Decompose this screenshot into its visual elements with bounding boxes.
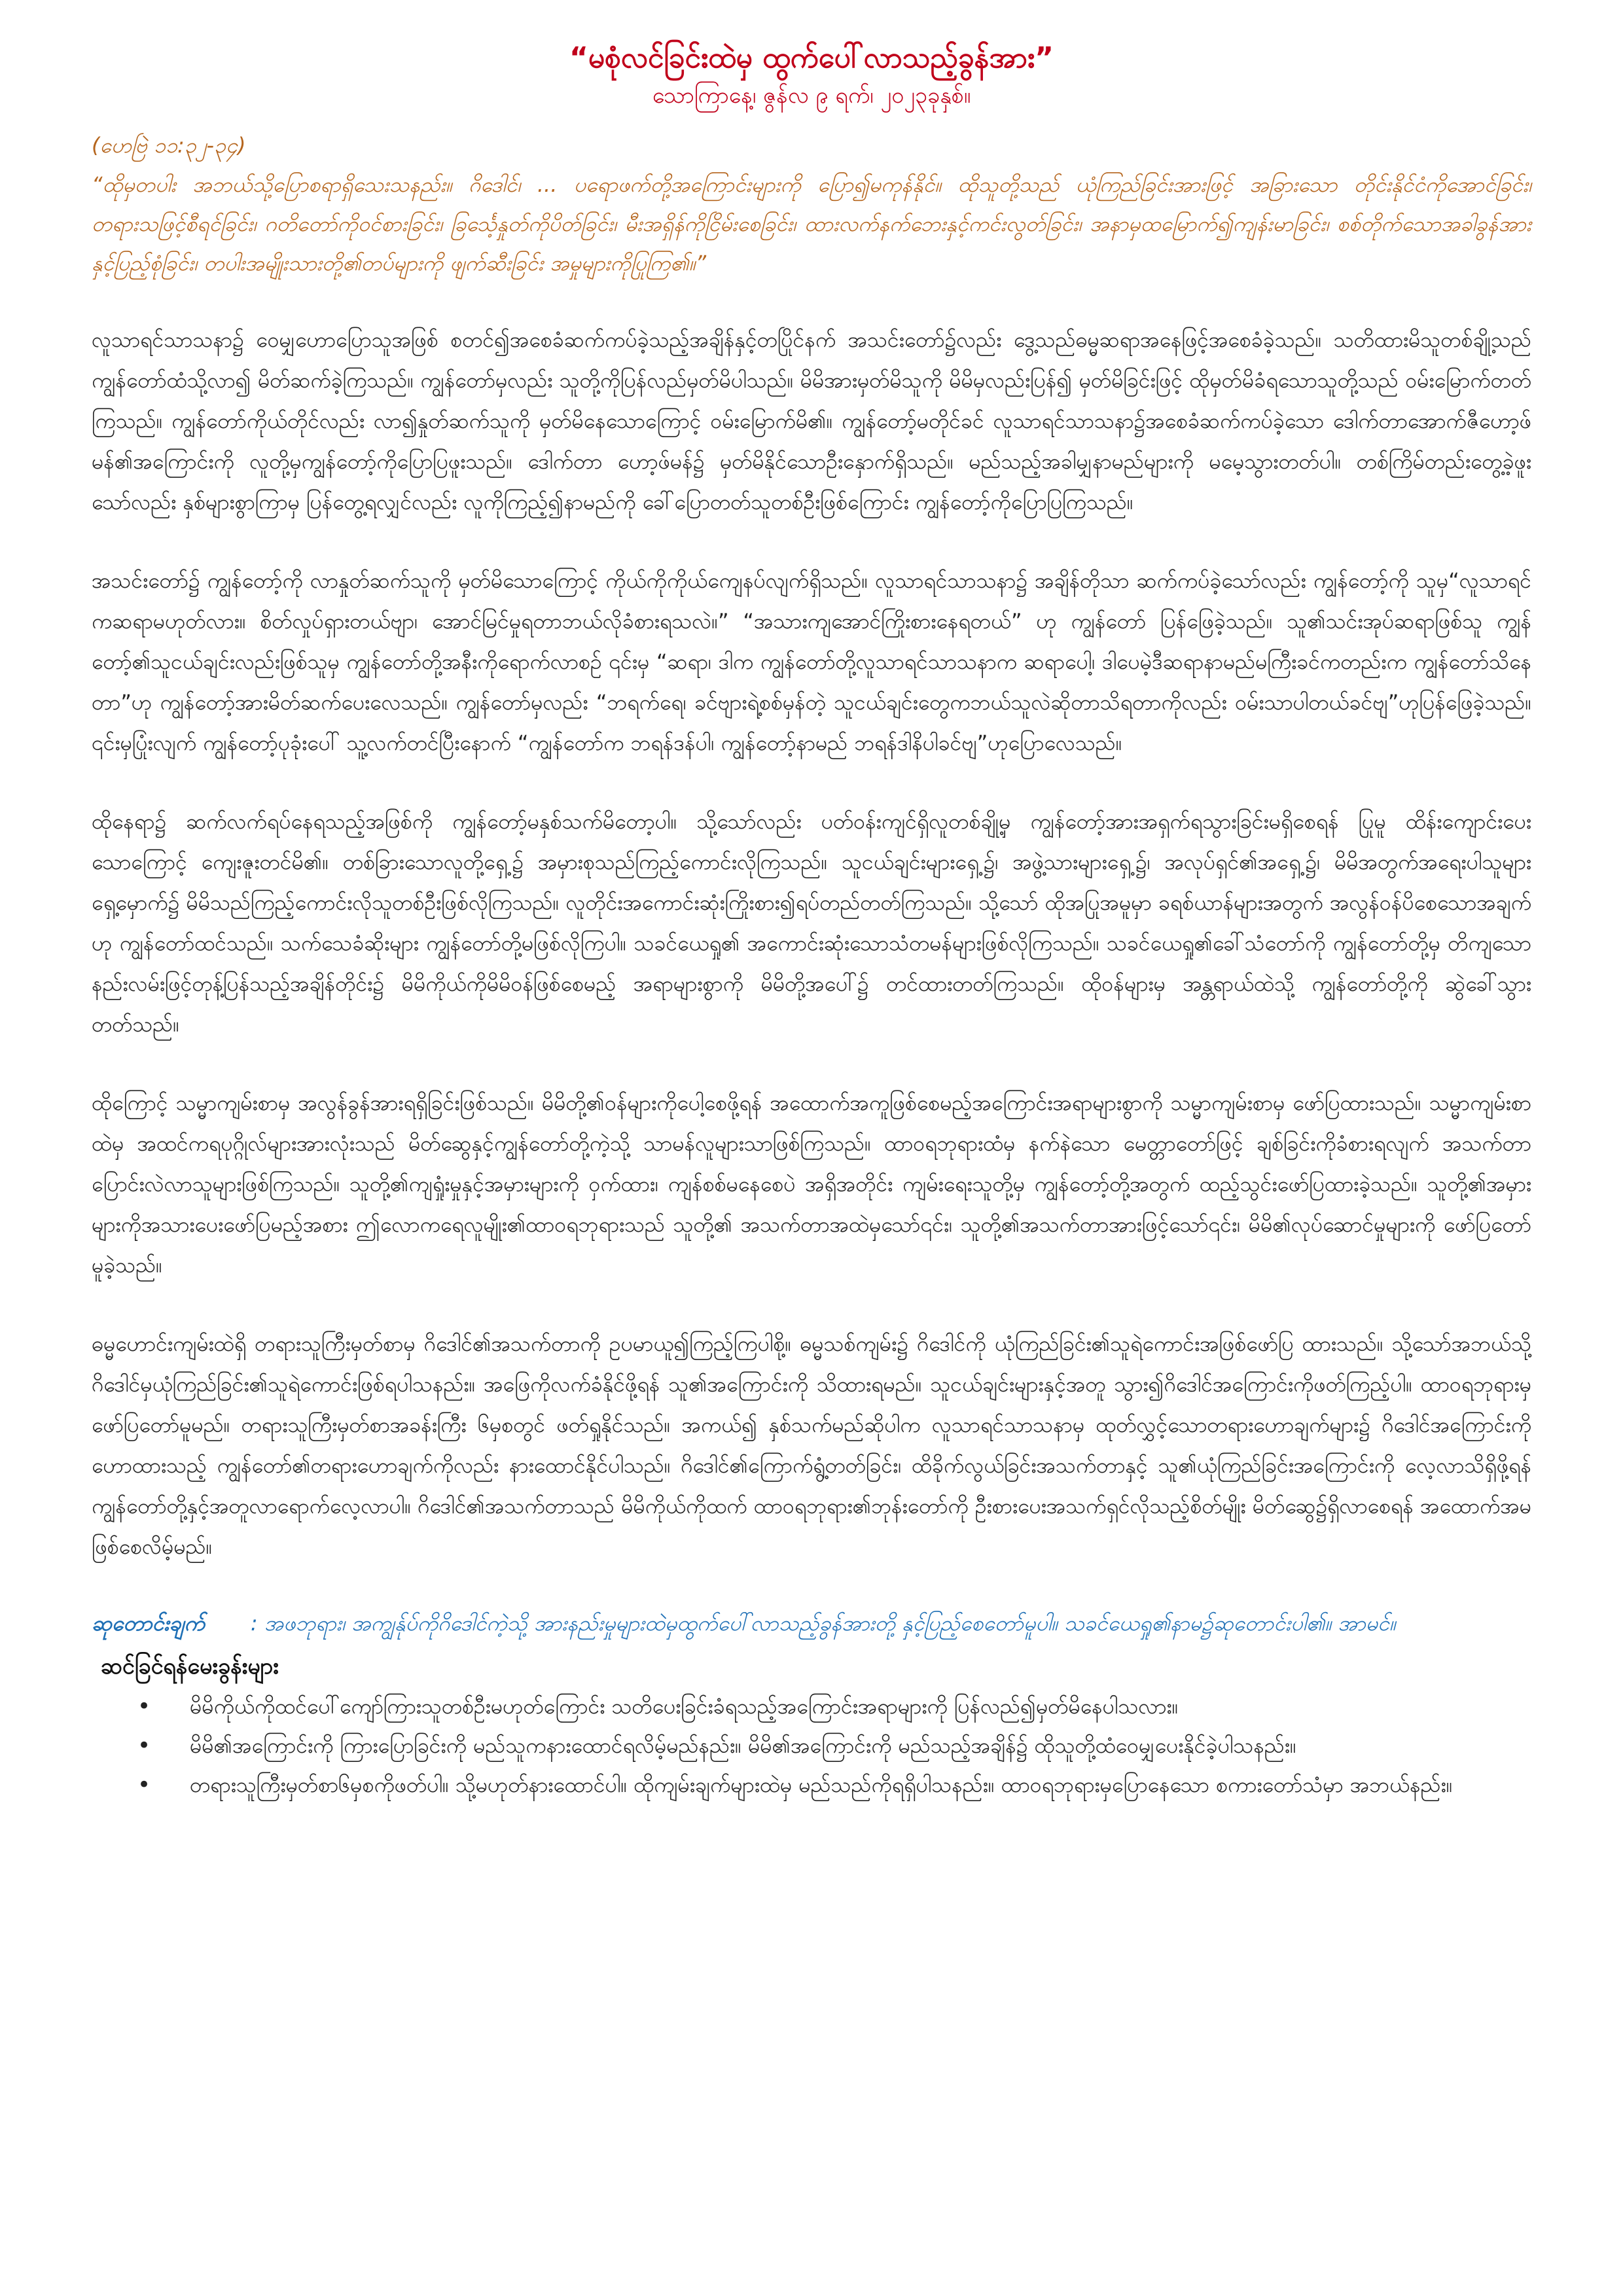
question-item: • မိမိ၏အကြောင်းကို ကြားပြောခြင်းကို မည်သူကနားထောင်ရလိမ့်မည်နည်း။ မိမိ၏အကြောင်းကို မည်သည့်အချိန်၌ ထိုသူတို့ထံဝေမျှပေးနိုင်ခဲ့ပါသနည်း။	[190, 1728, 1531, 1763]
prayer-text: : အဖဘုရား၊ အကျွန်ုပ်ကိုဂိဒေါင်ကဲ့သို့ အားနည်းမှုများထဲမှထွက်ပေါ်လာသည့်ခွန်အားတို့ နှင့်ပြည့်စေတော်မူပါ။ သခင်ယေရှု၏နာမ၌ဆုတောင်းပါ၏။ အာမင်။	[250, 1611, 1396, 1636]
prayer-label: ဆုတောင်းချက်	[92, 1611, 205, 1636]
questions-list	[92, 1689, 1531, 1803]
body-paragraph-5: ဓမ္မဟောင်းကျမ်းထဲရှိ တရားသူကြီးမှတ်စာမှ ဂိဒေါင်၏အသက်တာကို ဥပမာယူ၍ကြည့်ကြပါစို့။ ဓမ္မသစ်ကျမ်း၌ ဂိဒေါင်ကို ယုံကြည်ခြင်း၏သူရဲကောင်းအဖြစ်ဖော်ပြ ထားသည်။ သို့သော်အဘယ်သို့ ဂိဒေါင်မှယုံကြည်ခြင်း၏သူရဲကောင်းဖြစ်ရပါသနည်း။ အဖြေကိုလက်ခံနိုင်ဖို့ရန် သူ၏အကြောင်းကို သိထားရမည်။ သူငယ်ချင်းများနှင့်အတူ သွား၍ဂိဒေါင်အကြောင်းကိုဖတ်ကြည့်ပါ။ ထာဝရဘုရားမှဖော်ပြတော်မူမည်။ တရားသူကြီးမှတ်စာအခန်းကြီး ၆မှစတွင် ဖတ်ရှုနိုင်သည်။ အကယ်၍ နှစ်သက်မည်ဆိုပါက လူသာရင်သာသနာမှ ထုတ်လွှင့်သောတရားဟောချက်များ၌ ဂိဒေါင်အကြောင်းကိုဟောထားသည့် ကျွန်တော်၏တရားဟောချက်ကိုလည်း နားထောင်နိုင်ပါသည်။ ဂိဒေါင်၏ကြောက်ရွံ့တတ်ခြင်း၊ ထိခိုက်လွယ်ခြင်းအသက်တာနှင့် သူ၏ယုံကြည်ခြင်းအကြောင်းကို လေ့လာသိရှိဖို့ရန် ကျွန်တော်တို့နှင့်အတူလာရောက်လေ့လာပါ။ ဂိဒေါင်၏အသက်တာသည် မိမိကိုယ်ကိုထက် ထာဝရဘုရား၏ဘုန်းတော်ကို ဦးစားပေးအသက်ရှင်လိုသည့်စိတ်မျိုး မိတ်ဆွေ၌ရှိလာစေရန် အထောက်အမဖြစ်စေလိမ့်မည်။	[92, 1331, 1531, 1559]
question-item: • တရားသူကြီးမှတ်စာ၆မှစကိုဖတ်ပါ။ သို့မဟုတ်နားထောင်ပါ။ ထိုကျမ်းချက်များထဲမှ မည်သည်ကိုရရှိပါသနည်း။ ထာဝရဘုရားမှပြောနေသော စကားတော်သံမှာ အဘယ်နည်း။	[190, 1767, 1531, 1803]
questions-heading: ဆင်ခြင်ရန်မေးခွန်းများ	[101, 1653, 279, 1679]
verse-reference: (ဟေဗြဲ ၁၁:၃၂-၃၄)	[92, 133, 246, 158]
question-item: • မိမိကိုယ်ကိုထင်ပေါ်ကျော်ကြားသူတစ်ဦးမဟုတ်ကြောင်း သတိပေးခြင်းခံရသည့်အကြောင်းအရာများကို ပြန်လည်၍မှတ်မိနေပါသလား။	[190, 1689, 1531, 1724]
body-paragraph-2: အသင်းတော်၌ ကျွန်တော့်ကို လာနှုတ်ဆက်သူကို မှတ်မိသောကြောင့် ကိုယ်ကိုကိုယ်ကျေနပ်လျက်ရှိသည်။ လူသာရင်သာသနာ၌ အချိန်တိုသာ ဆက်ကပ်ခဲ့သော်လည်း ကျွန်တော့်ကို သူမှ“လူသာရင်ကဆရာမဟုတ်လား။ စိတ်လှုပ်ရှားတယ်ဗျာ၊ အောင်မြင်မှုရတာဘယ်လိုခံစားရသလဲ။” “အသားကျအောင်ကြိုးစားနေရတယ်” ဟု ကျွန်တော် ပြန်ဖြေခဲ့သည်။ သူ၏သင်းအုပ်ဆရာဖြစ်သူ ကျွန်တော့်၏သူငယ်ချင်းလည်းဖြစ်သူမှ ကျွန်တော်တို့အနီးကိုရောက်လာစဉ် ၎င်းမှ “ဆရာ၊ ဒါက ကျွန်တော်တို့လူသာရင်သာသနာက ဆရာပေါ့၊ ဒါပေမဲ့ဒီဆရာနာမည်မကြီးခင်ကတည်းက ကျွန်တော်သိနေတာ”ဟု ကျွန်တော့်အားမိတ်ဆက်ပေးလေသည်။ ကျွန်တော်မှလည်း “ဘရက်ရေ၊ ခင်ဗျားရဲ့စစ်မှန်တဲ့ သူငယ်ချင်းတွေကဘယ်သူလဲဆိုတာသိရတာကိုလည်း ဝမ်းသာပါတယ်ခင်ဗျ”ဟုပြန်ဖြေခဲ့သည်။ ၎င်းမှပြုံးလျက် ကျွန်တော့်ပုခုံးပေါ် သူ့လက်တင်ပြီးနောက် “ကျွန်တော်က ဘရန်ဒန်ပါ၊ ကျွန်တော့်နာမည် ဘရန်ဒါနိပါခင်ဗျ”ဟုပြောလေသည်။	[92, 568, 1531, 755]
body-paragraph-4: ထိုကြောင့် သမ္မာကျမ်းစာမှ အလွန်ခွန်အားရရှိခြင်းဖြစ်သည်။ မိမိတို့၏ဝန်များကိုပေါ့စေဖို့ရန် အထောက်အကူဖြစ်စေမည့်အကြောင်းအရာများစွာကို သမ္မာကျမ်းစာမှ ဖော်ပြထားသည်။ သမ္မာကျမ်းစာထဲမှ အထင်ကရပုဂ္ဂိုလ်များအားလုံးသည် မိတ်ဆွေနှင့်ကျွန်တော်တို့ကဲ့သို့ သာမန်လူများသာဖြစ်ကြသည်။ ထာဝရဘုရားထံမှ နက်နဲသော မေတ္တာတော်ဖြင့် ချစ်ခြင်းကိုခံစားရလျက် အသက်တာပြောင်းလဲလာသူများဖြစ်ကြသည်။ သူတို့၏ကျရှုံးမှုနှင့်အမှားများကို ဝှက်ထား၊ ကျန်စစ်မနေစေပဲ အရှိအတိုင်း ကျမ်းရေးသူတို့မှ ကျွန်တော့်တို့အတွက် ထည့်သွင်းဖော်ပြထားခဲ့သည်။ သူတို့၏အမှားများကိုအသားပေးဖော်ပြမည့်အစား ဤလောကရေလူမျိုး၏ထာဝရဘုရားသည် သူတို့၏ အသက်တာအထဲမှသော်၎င်း၊ သူတို့၏အသက်တာအားဖြင့်သော်၎င်း၊ မိမိ၏လုပ်ဆောင်မှုများကို ဖော်ပြတော်မူခဲ့သည်။	[92, 1090, 1531, 1278]
body-paragraph-3: ထိုနေရာ၌ ဆက်လက်ရပ်နေရသည့်အဖြစ်ကို ကျွန်တော့်မနှစ်သက်မိတော့ပါ။ သို့သော်လည်း ပတ်ဝန်းကျင်ရှိလူတစ်ချို့မှ ကျွန်တော့်အားအရှက်ရသွားခြင်းမရှိစေရန် ပြုမူ ထိန်းကျောင်းပေးသောကြောင့် ကျေးဇူးတင်မိ၏။ တစ်ခြားသောလူတို့ရှေ့၌ အမှားစုသည်ကြည့်ကောင်းလိုကြသည်။ သူငယ်ချင်းများရှေ့၌၊ အဖွဲ့သားများရှေ့၌၊ အလုပ်ရှင်၏အရှေ့၌၊ မိမိအတွက်အရေးပါသူများရှေ့မှောက်၌ မိမိသည်ကြည့်ကောင်းလိုသူတစ်ဦးဖြစ်လိုကြသည်။ လူတိုင်းအကောင်းဆုံးကြိုးစား၍ရပ်တည်တတ်ကြသည်။ သို့သော် ထိုအပြုအမူမှာ ခရစ်ယာန်များအတွက် အလွန်ဝန်ပိစေသောအချက်ဟု ကျွန်တော်ထင်သည်။ သက်သေခံဆိုးများ ကျွန်တော်တို့မဖြစ်လိုကြပါ။ သခင်ယေရှု၏ အကောင်းဆုံးသောသံတမန်များဖြစ်လိုကြသည်။ သခင်ယေရှု၏ခေါ်သံတော်ကို ကျွန်တော်တို့မှ တိကျသောနည်းလမ်းဖြင့်တုန့်ပြန်သည့်အချိန်တိုင်း၌ မိမိကိုယ်ကိုမိမိဝန်ဖြစ်စေမည့် အရာများစွာကို မိမိတို့အပေါ်၌ တင်ထားတတ်ကြသည်။ ထိုဝန်များမှ အန္တရာယ်ထဲသို့ ကျွန်တော်တို့ကို ဆွဲခေါ်သွားတတ်သည်။	[92, 809, 1531, 1037]
body-paragraph-1: လူသာရင်သာသနာ၌ ဝေမျှဟောပြောသူအဖြစ် စတင်၍အစေခံဆက်ကပ်ခဲ့သည့်အချိန်နှင့်တပြိုင်နက် အသင်းတော်၌လည်း ဒွေ့သည်ဓမ္မဆရာအနေဖြင့်အစေခံခဲ့သည်။ သတိထားမိသူတစ်ချို့သည် ကျွန်တော်ထံသို့လာ၍ မိတ်ဆက်ခဲ့ကြသည်။ ကျွန်တော်မှလည်း သူတို့ကိုပြန်လည်မှတ်မိပါသည်။ မိမိအားမှတ်မိသူကို မိမိမှလည်းပြန်၍ မှတ်မိခြင်းဖြင့် ထိုမှတ်မိခံရသောသူတို့သည် ဝမ်းမြောက်တတ်ကြသည်။ ကျွန်တော်ကိုယ်တိုင်လည်း လာ၍နှုတ်ဆက်သူကို မှတ်မိနေသောကြောင့် ဝမ်းမြောက်မိ၏။ ကျွန်တော့်မတိုင်ခင် လူသာရင်သာသနာ၌အစေခံဆက်ကပ်ခဲ့သော ဒေါက်တာအောက်ဇီဟော့ဖ်မန်၏အကြောင်းကို လူတို့မှကျွန်တော့်ကိုပြောပြဖူးသည်။ ဒေါက်တာ ဟော့ဖ်မန်၌ မှတ်မိနိုင်သောဦးနှောက်ရှိသည်။ မည်သည့်အခါမျှနာမည်များကို မမေ့သွားတတ်ပါ။ တစ်ကြိမ်တည်းတွေ့ခဲ့ဖူးသော်လည်း နှစ်များစွာကြာမှ ပြန်တွေ့ရလျှင်လည်း လူကိုကြည့်၍နာမည်ကို ခေါ်ပြောတတ်သူတစ်ဦးဖြစ်ကြောင်း ကျွန်တော့်ကိုပြောပြကြသည်။	[92, 327, 1531, 514]
date-line: သောကြာနေ့၊ ဇွန်လ ၉ ရက်၊ ၂၀၂၃ခုနှစ်။	[652, 82, 971, 109]
prayer-block	[92, 1605, 1531, 1641]
page-title: “မစုံလင်ခြင်းထဲမှ ထွက်ပေါ်လာသည့်ခွန်အား”	[569, 41, 1054, 75]
verse-text: “ထိုမှတပါး အဘယ်သို့ပြောစရာရှိသေးသနည်း။ ဂိဒေါင်၊ ... ပရောဖက်တို့အကြောင်းများကို ပြော၍မကုန်နိုင်။ ထိုသူတို့သည် ယုံကြည်ခြင်းအားဖြင့် အခြားသော တိုင်းနိုင်ငံကိုအောင်ခြင်း၊ တရားသဖြင့်စီရင်ခြင်း၊ ဂတိတော်ကိုဝင်စားခြင်း၊ ခြင်္သေ့နှုတ်ကိုပိတ်ခြင်း၊ မီးအရှိန်ကိုငြိမ်းစေခြင်း၊ ထားလက်နက်ဘေးနှင့်ကင်းလွတ်ခြင်း၊ အနာမှထမြောက်၍ကျန်းမာခြင်း၊ စစ်တိုက်သောအခါခွန်အားနှင့်ပြည့်စုံခြင်း၊ တပါးအမျိုးသားတို့၏တပ်များကို ဖျက်ဆီးခြင်း အမှုများကိုပြုကြ၏။”	[92, 172, 1531, 276]
